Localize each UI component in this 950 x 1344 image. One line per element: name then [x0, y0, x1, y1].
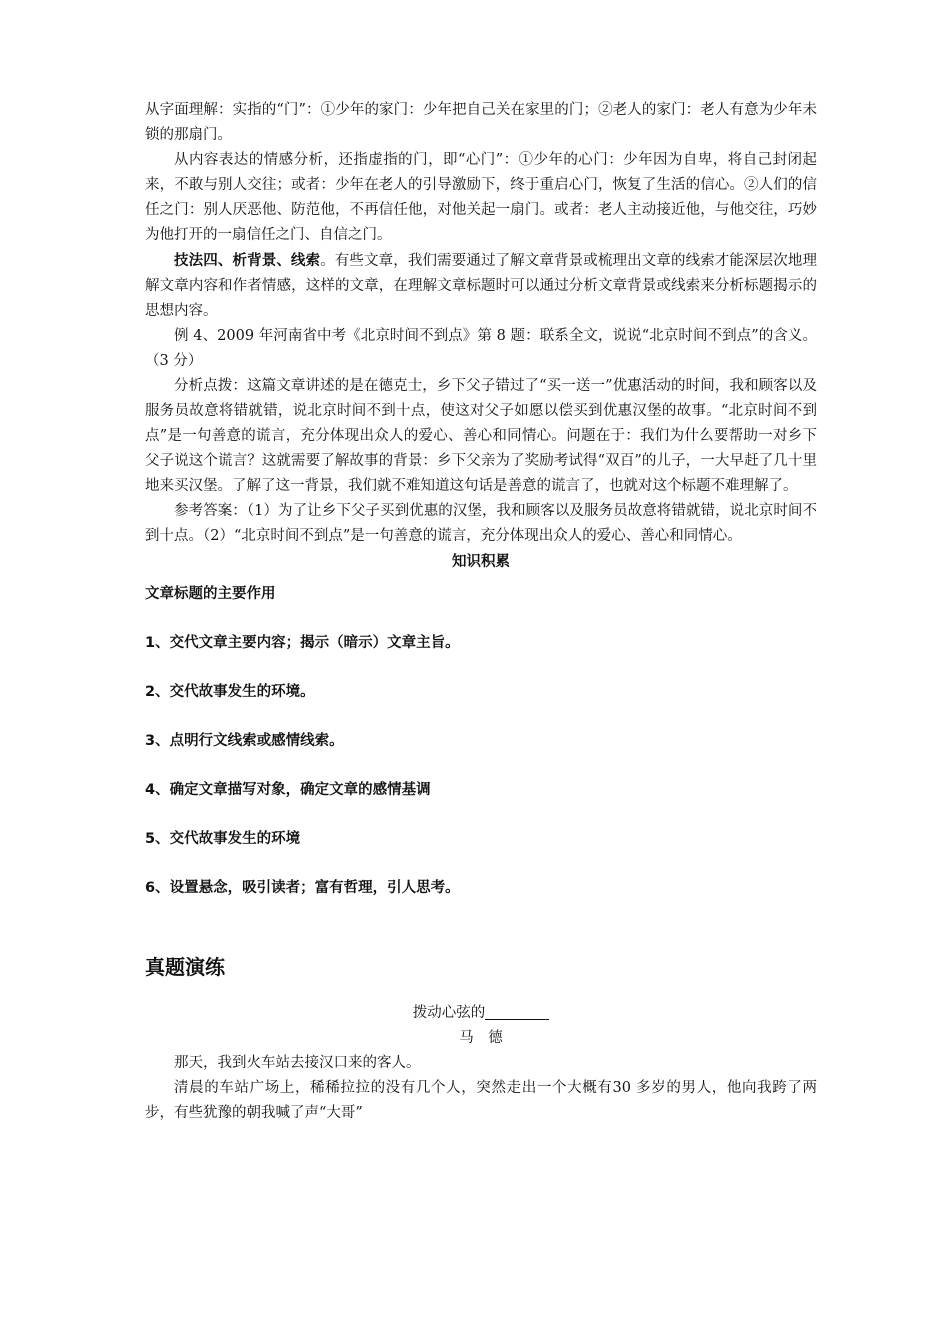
knowledge-title: 知识积累: [452, 553, 510, 570]
story-title-text: 拨动心弦的: [412, 1005, 486, 1021]
list-item: 6、设置悬念，吸引读者；富有哲理，引人思考。: [145, 880, 460, 896]
document-page: [145, 98, 817, 1126]
paragraph-example-four: 例 4、2009 年河南省中考《北京时间不到点》第 8 题：联系全文，说说“北京时间不到点”的含义。（3 分）: [145, 328, 817, 369]
paragraph-literal-door: 从字面理解：实指的“门”：①少年的家门：少年把自己关在家里的门；②老人的家门：老人有意为少年未锁的那扇门。: [145, 102, 817, 143]
story-author: 马 德: [459, 1030, 503, 1046]
list-item: 3、点明行文线索或感情线索。: [145, 733, 344, 749]
story-paragraph-2: 清晨的车站广场上，稀稀拉拉的没有几个人，突然走出一个大概有30 多岁的男人，他向我跨了两步，有些犹豫的朝我喊了声“大哥”: [145, 1080, 817, 1121]
technique-four-text: 。有些文章，我们需要通过了解文章背景或梳理出文章的线索才能深层次地理解文章内容和作者情感，这样的文章，在理解文章标题时可以通过分析文章背景或线索来分析标题揭示的思想内容。: [145, 253, 818, 319]
story-paragraph-1: 那天，我到火车站去接汉口来的客人。: [174, 1055, 421, 1071]
title-blank: [485, 1003, 549, 1020]
list-item: 4、确定文章描写对象，确定文章的感情基调: [145, 782, 431, 798]
paragraph-reference-answer: 参考答案：（1）为了让乡下父子买到优惠的汉堡，我和顾客以及服务员故意将错就错，说北京时间不到十点。（2）“北京时间不到点”是一句善意的谎言，充分体现出众人的爱心、善心和同情心。: [145, 503, 817, 544]
practice-title: 真题演练: [145, 955, 225, 979]
story-title: [145, 1001, 817, 1026]
technique-four-heading: 技法四、析背景、线索: [174, 252, 321, 269]
list-item: 1、交代文章主要内容；揭示（暗示）文章主旨。: [145, 635, 460, 651]
knowledge-heading: 文章标题的主要作用: [145, 586, 276, 602]
list-item: 5、交代故事发生的环境: [145, 831, 301, 847]
paragraph-technique-four: [145, 248, 817, 324]
paragraph-heart-door: 从内容表达的情感分析，还指虚指的门，即“心门”：①少年的心门：少年因为自卑，将自己封闭起来，不敢与别人交往；或者：少年在老人的引导激励下，终于重启心门，恢复了生活的信心。②人们的信任之门：别人厌恶他、防范他，不再信任他，对他关起一扇门。或者：老人主动接近他，与他交往，巧妙为他打开的一扇信任之门、自信之门。: [145, 152, 817, 243]
paragraph-analysis: 分析点拨：这篇文章讲述的是在德克士，乡下父子错过了“买一送一”优惠活动的时间，我和顾客以及服务员故意将错就错，说北京时间不到十点，使这对父子如愿以偿买到优惠汉堡的故事。“北京时间不到点”是一句善意的谎言，充分体现出众人的爱心、善心和同情心。问题在于：我们为什么要帮助一对乡下父子说这个谎言？这就需要了解故事的背景：乡下父亲为了奖励考试得“双百”的儿子，一大早赶了几十里地来买汉堡。了解了这一背景，我们就不难知道这句话是善意的谎言了，也就对这个标题不难理解了。: [145, 378, 817, 494]
list-item: 2、交代故事发生的环境。: [145, 684, 315, 700]
